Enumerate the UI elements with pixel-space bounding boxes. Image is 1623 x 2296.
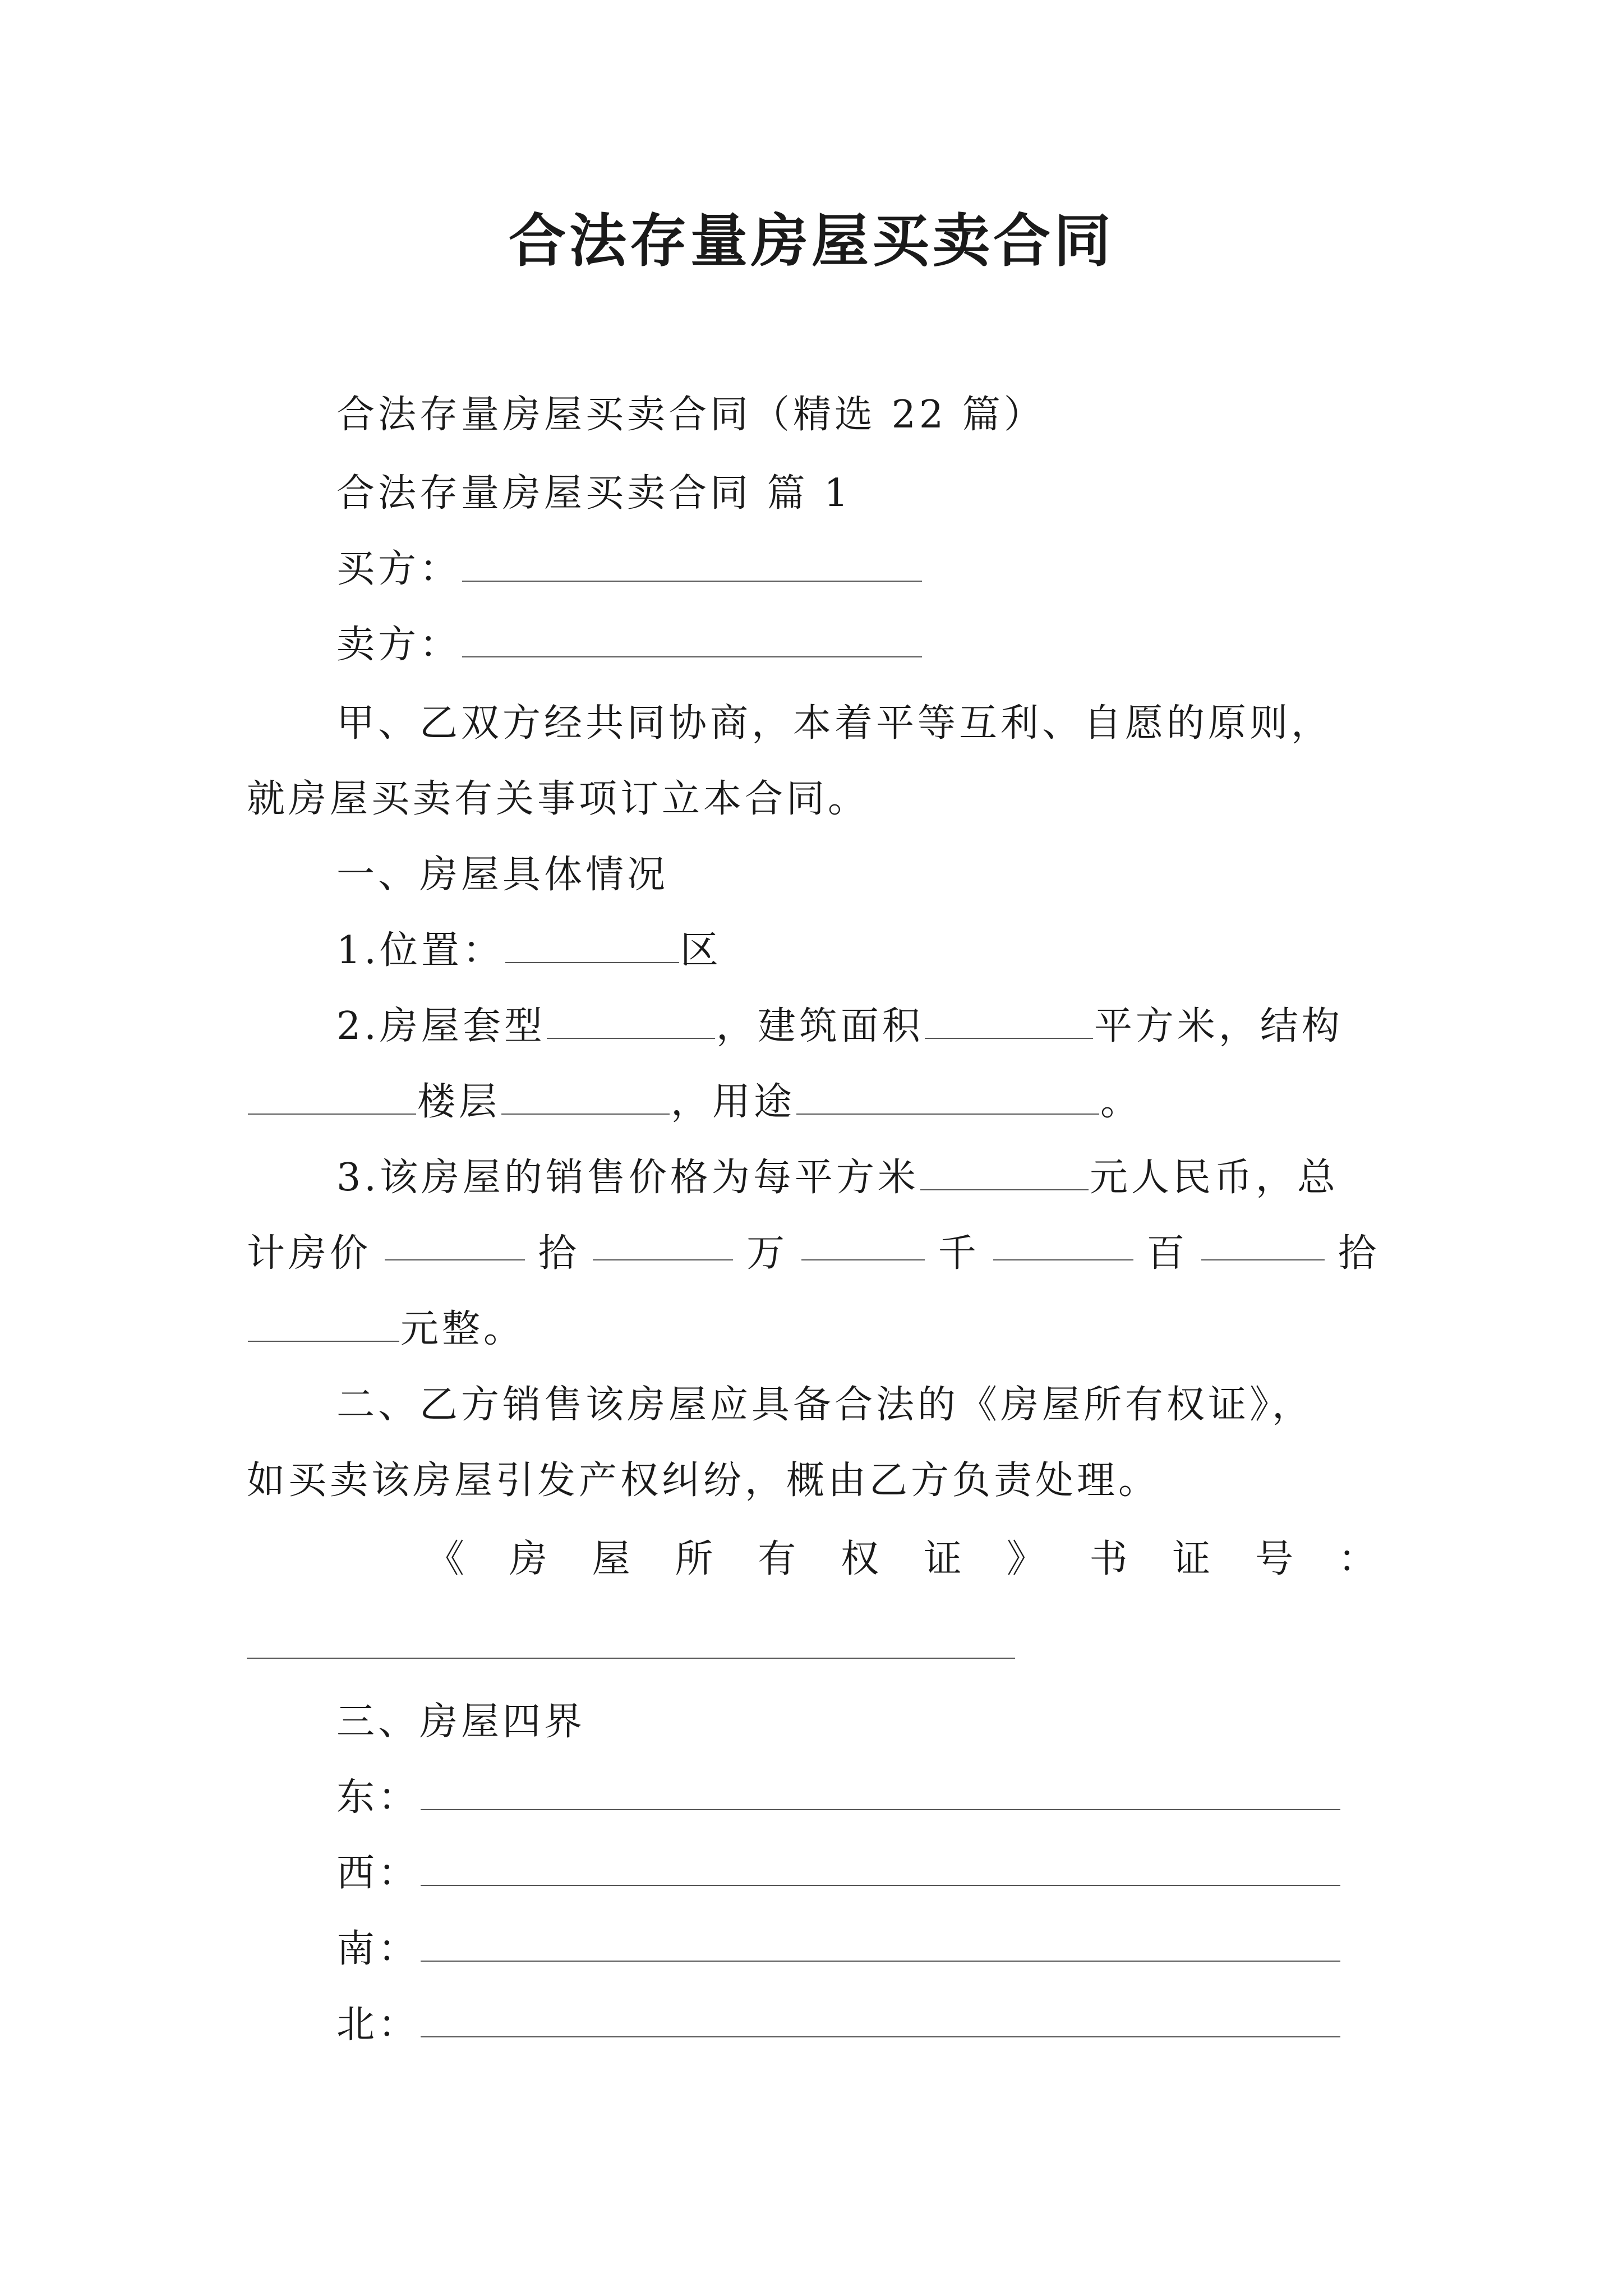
- unit-shi-2: 拾: [1338, 1231, 1380, 1276]
- total-blank-5: [1201, 1226, 1325, 1260]
- total-blank-1: [385, 1226, 525, 1260]
- floor-row: [247, 1074, 1142, 1130]
- section-3-heading: 三、房屋四界: [336, 1700, 586, 1744]
- price-label: 3.该房屋的销售价格为每平方米: [336, 1156, 919, 1200]
- subtitle: 合法存量房屋买卖合同（精选 22 篇）: [336, 393, 1045, 437]
- price-suffix: 元人民币，总: [1089, 1156, 1339, 1200]
- seller-row: [336, 617, 923, 673]
- cert-char: 》: [1006, 1537, 1048, 1581]
- boundary-east-row: [336, 1770, 1341, 1826]
- usage-label: ，用途: [671, 1080, 796, 1124]
- north-blank: [421, 2003, 1340, 2037]
- buyer-row: [336, 541, 923, 597]
- area-label: ，建筑面积: [716, 1004, 924, 1048]
- north-label: 北：: [336, 2003, 420, 2047]
- section-1-heading: 一、房屋具体情况: [336, 853, 669, 897]
- west-label: 西：: [336, 1851, 420, 1895]
- boundary-south-row: [336, 1921, 1341, 1977]
- buyer-blank: [462, 547, 922, 582]
- section-2-line-1: 二、乙方销售该房屋应具备合法的《房屋所有权证》，: [336, 1383, 1314, 1427]
- price-blank: [920, 1156, 1089, 1190]
- south-label: 南：: [336, 1927, 420, 1971]
- section-2-line-2: 如买卖该房屋引发产权纠纷，概由乙方负责处理。: [247, 1458, 1160, 1503]
- intro-line-2: 就房屋买卖有关事项订立本合同。: [247, 777, 870, 821]
- total-end: 元整。: [400, 1307, 525, 1351]
- cert-char: ：: [1338, 1537, 1380, 1581]
- total-blank-4: [993, 1226, 1133, 1260]
- location-blank: [505, 928, 679, 963]
- seller-blank: [462, 623, 922, 657]
- unit-wan: 万: [746, 1231, 789, 1276]
- total-end-row: [247, 1301, 525, 1358]
- area-blank: [925, 1004, 1093, 1039]
- cert-char: 《: [426, 1537, 468, 1581]
- usage-blank: [796, 1080, 1099, 1115]
- cert-char: 号: [1255, 1537, 1297, 1581]
- unit-bai: 百: [1146, 1231, 1188, 1276]
- house-type-row: [336, 999, 1343, 1055]
- east-blank: [421, 1775, 1340, 1810]
- location-label: 1.位置：: [336, 928, 504, 973]
- location-row: [336, 923, 722, 979]
- total-blank-6: [248, 1307, 399, 1342]
- cert-char: 书: [1089, 1537, 1131, 1581]
- cert-char: 证: [1172, 1537, 1214, 1581]
- cert-char: 权: [841, 1537, 883, 1581]
- unit-qian: 千: [938, 1231, 980, 1276]
- cert-char: 有: [758, 1537, 800, 1581]
- buyer-label: 买方：: [336, 547, 462, 591]
- total-price-row: [247, 1226, 1380, 1282]
- certificate-number-row: [426, 1531, 1380, 1588]
- seller-label: 卖方：: [336, 623, 462, 667]
- house-type-label: 2.房屋套型: [336, 1004, 546, 1048]
- cert-char: 屋: [592, 1537, 634, 1581]
- structure-blank: [248, 1080, 416, 1115]
- intro-line-1: 甲、乙双方经共同协商，本着平等互利、自愿的原则，: [336, 701, 1333, 746]
- cert-char: 所: [675, 1537, 717, 1581]
- cert-char: 房: [509, 1537, 551, 1581]
- boundary-west-row: [336, 1846, 1341, 1902]
- price-row: [336, 1150, 1339, 1206]
- total-blank-2: [593, 1226, 733, 1260]
- document-title: 合法存量房屋买卖合同: [509, 208, 1114, 275]
- section-title: 合法存量房屋买卖合同 篇 1: [336, 471, 852, 516]
- total-blank-3: [801, 1226, 925, 1260]
- house-type-blank: [547, 1004, 715, 1039]
- certificate-number-blank: [247, 1658, 1015, 1659]
- floor-label: 楼层: [417, 1080, 501, 1124]
- location-suffix: 区: [680, 928, 722, 973]
- boundary-north-row: [336, 1997, 1341, 2053]
- cert-char: 证: [923, 1537, 965, 1581]
- structure-label: 平方米，结构: [1094, 1004, 1343, 1048]
- total-label: 计房价: [247, 1231, 372, 1276]
- south-blank: [421, 1927, 1340, 1962]
- east-label: 东：: [336, 1775, 420, 1820]
- usage-end: 。: [1100, 1080, 1142, 1124]
- floor-blank: [501, 1080, 670, 1115]
- west-blank: [421, 1851, 1340, 1886]
- unit-shi-1: 拾: [538, 1231, 580, 1276]
